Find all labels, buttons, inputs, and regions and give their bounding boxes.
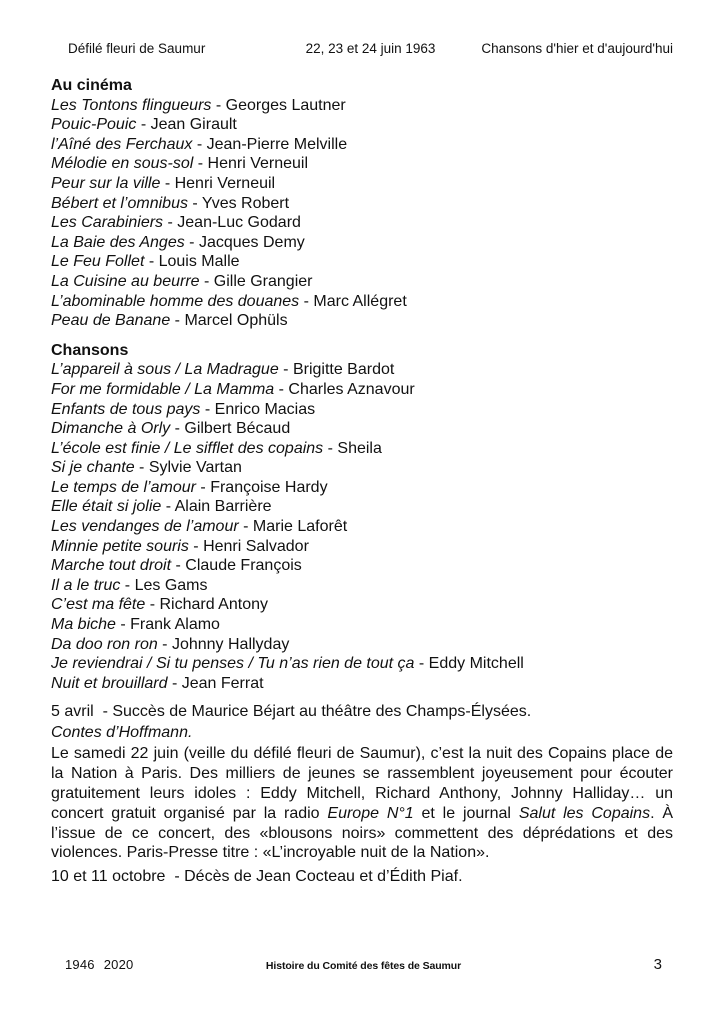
song-item	[51, 635, 673, 655]
song-title: Nuit et brouillard	[51, 674, 168, 692]
song-title: Il a le truc	[51, 576, 121, 594]
film-title: Peur sur la ville	[51, 174, 161, 192]
film-item	[51, 292, 673, 312]
song-item	[51, 537, 673, 557]
artist-name: Gilbert Bécaud	[184, 420, 291, 438]
song-item	[51, 400, 673, 420]
director-name: Yves Robert	[201, 194, 290, 212]
title-person-separator: -	[145, 596, 160, 614]
song-item	[51, 478, 673, 498]
song-title: Marche tout droit	[51, 557, 172, 575]
song-item	[51, 595, 673, 615]
film-title: La Baie des Anges	[51, 233, 185, 251]
film-item	[51, 194, 673, 214]
artist-name: Marie Laforêt	[252, 518, 348, 536]
title-person-separator: -	[193, 155, 208, 173]
song-title: L’école est finie / Le sifflet des copains	[51, 439, 324, 457]
song-title: Minnie petite souris	[51, 537, 189, 555]
song-title: L’appareil à sous / La Madrague	[51, 361, 279, 379]
header-event-title: Défilé fleuri de Saumur	[68, 41, 206, 56]
artist-name: Enrico Macias	[214, 400, 316, 418]
film-item	[51, 252, 673, 272]
song-item	[51, 380, 673, 400]
title-person-separator: -	[136, 116, 151, 134]
song-title: Enfants de tous pays	[51, 400, 201, 418]
page-footer	[65, 956, 662, 973]
film-title: l’Aîné des Ferchaux	[51, 135, 193, 153]
film-title: Les Tontons flingueurs	[51, 96, 212, 114]
song-item	[51, 458, 673, 478]
film-title: Pouic-Pouic	[51, 116, 137, 134]
footer-book-title: Histoire du Comité des fêtes de Saumur	[265, 960, 462, 972]
song-item	[51, 419, 673, 439]
artist-name: Claude François	[185, 557, 302, 575]
artist-name: Les Gams	[134, 576, 208, 594]
film-item	[51, 115, 673, 135]
song-item	[51, 654, 673, 674]
film-title: L’abominable homme des douanes	[51, 292, 300, 310]
title-person-separator: -	[199, 272, 214, 290]
director-name: Gille Grangier	[213, 272, 313, 290]
director-name: Jean-Pierre Melville	[206, 135, 348, 153]
page-content	[51, 76, 673, 888]
page-header	[68, 41, 673, 57]
event-october: 10 et 11 octobre - Décès de Jean Cocteau et d’Édith Piaf.	[51, 868, 463, 886]
song-item	[51, 439, 673, 459]
film-title: Peau de Banane	[51, 312, 171, 330]
artist-name: Jean Ferrat	[181, 674, 264, 692]
song-title: Si je chante	[51, 459, 135, 477]
director-name: Georges Lautner	[225, 96, 346, 114]
header-date: 22, 23 et 24 juin 1963	[305, 41, 436, 56]
song-title: C’est ma fête	[51, 596, 146, 614]
film-item	[51, 272, 673, 292]
artist-name: Richard Antony	[159, 596, 268, 614]
film-title: Mélodie en sous-sol	[51, 155, 194, 173]
chansons-list	[51, 360, 673, 693]
footer-years	[65, 957, 133, 972]
title-person-separator: -	[299, 292, 314, 310]
artist-name: Charles Aznavour	[288, 380, 415, 398]
song-title: Da doo ron ron	[51, 635, 158, 653]
title-person-separator: -	[195, 478, 211, 496]
title-person-separator: -	[161, 498, 175, 516]
film-title: Les Carabiniers	[51, 214, 164, 232]
film-item	[51, 135, 673, 155]
song-title: Les vendanges de l’amour	[51, 518, 239, 536]
header-chapter-title: Chansons d'hier et d'aujourd'hui	[481, 41, 673, 56]
film-item	[51, 174, 673, 194]
title-person-separator: -	[163, 214, 178, 232]
artist-name: Eddy Mitchell	[428, 655, 524, 673]
title-person-separator: -	[134, 459, 149, 477]
title-person-separator: -	[170, 312, 185, 330]
title-person-separator: -	[157, 635, 172, 653]
title-person-separator: -	[171, 557, 186, 575]
song-item	[51, 360, 673, 380]
title-person-separator: -	[278, 361, 293, 379]
title-person-separator: -	[192, 135, 207, 153]
song-item	[51, 556, 673, 576]
artist-name: Sylvie Vartan	[148, 459, 242, 477]
artist-name: Brigitte Bardot	[292, 361, 395, 379]
song-item	[51, 615, 673, 635]
song-item	[51, 576, 673, 596]
artist-name: Françoise Hardy	[210, 478, 328, 496]
film-title: Bébert et l’omnibus	[51, 194, 188, 212]
title-person-separator: -	[200, 400, 215, 418]
event-april-work: Contes d’Hoffmann.	[51, 723, 193, 741]
title-person-separator: -	[188, 537, 204, 555]
artist-name: Alain Barrière	[174, 498, 272, 516]
italic-text-segment: Europe N°1	[327, 804, 414, 822]
film-item	[51, 96, 673, 116]
artist-name: Frank Alamo	[130, 616, 220, 634]
film-title: Le Feu Follet	[51, 253, 145, 271]
song-item	[51, 497, 673, 517]
title-person-separator: -	[144, 253, 159, 271]
film-title: La Cuisine au beurre	[51, 272, 200, 290]
section-heading-cinema: Au cinéma	[51, 77, 132, 94]
director-name: Jean-Luc Godard	[177, 214, 301, 232]
title-person-separator: -	[187, 194, 202, 212]
song-item	[51, 517, 673, 537]
paragraph-nuit-des-copains	[51, 744, 673, 863]
director-name: Henri Verneuil	[207, 155, 309, 173]
title-person-separator: -	[211, 96, 226, 114]
title-person-separator: -	[120, 576, 135, 594]
event-april	[51, 702, 673, 743]
director-name: Marcel Ophüls	[184, 312, 288, 330]
song-title: Ma biche	[51, 616, 116, 634]
song-title: Je reviendrai / Si tu penses / Tu n’as rien de tout ça	[51, 655, 415, 673]
song-title: Elle était si jolie	[51, 498, 162, 516]
title-person-separator: -	[238, 518, 253, 536]
section-heading-chansons: Chansons	[51, 341, 129, 359]
artist-name: Henri Salvador	[203, 537, 309, 555]
film-item	[51, 233, 673, 253]
text-segment: et le journal	[413, 804, 519, 822]
film-item	[51, 154, 673, 174]
song-item	[51, 674, 673, 694]
director-name: Henri Verneuil	[174, 174, 276, 192]
text-segment: . À l’issue de ce concert, des «blousons noirs» commettent des déprédations et des violences. Paris-Presse titre : «L’incroyable nuit de la Nation».	[51, 804, 674, 862]
cinema-list	[51, 96, 673, 331]
artist-name: Johnny Hallyday	[171, 635, 290, 653]
director-name: Louis Malle	[158, 253, 240, 271]
title-person-separator: -	[323, 439, 338, 457]
artist-name: Sheila	[337, 439, 382, 457]
director-name: Jacques Demy	[198, 233, 305, 251]
song-title: For me formidable / La Mamma	[51, 380, 275, 398]
song-title: Le temps de l’amour	[51, 478, 196, 496]
page-number: 3	[653, 956, 662, 973]
title-person-separator: -	[170, 420, 185, 438]
title-person-separator: -	[115, 616, 131, 634]
title-person-separator: -	[274, 380, 289, 398]
film-item	[51, 311, 673, 331]
title-person-separator: -	[160, 174, 175, 192]
title-person-separator: -	[167, 674, 182, 692]
footer-year-start: 1946	[65, 957, 95, 972]
title-person-separator: -	[414, 655, 429, 673]
title-person-separator: -	[184, 233, 199, 251]
director-name: Jean Girault	[150, 116, 237, 134]
text-segment: Le samedi 22 juin (veille du défilé fleuri de Saumur), c’est la nuit des Copains place de la Nation à Paris. Des milliers de jeunes se rassemblent joyeusement pour écouter gratuitement leurs idoles : Eddy Mitchell, Richard Anthony, Johnny Halliday… un concert gratuit organisé par la radio	[51, 745, 673, 822]
event-april-text: 5 avril - Succès de Maurice Béjart au théâtre des Champs-Élysées.	[51, 703, 532, 721]
footer-year-end: 2020	[103, 957, 134, 972]
director-name: Marc Allégret	[313, 292, 407, 310]
film-item	[51, 213, 673, 233]
song-title: Dimanche à Orly	[51, 420, 171, 438]
italic-text-segment: Salut les Copains	[518, 804, 651, 822]
